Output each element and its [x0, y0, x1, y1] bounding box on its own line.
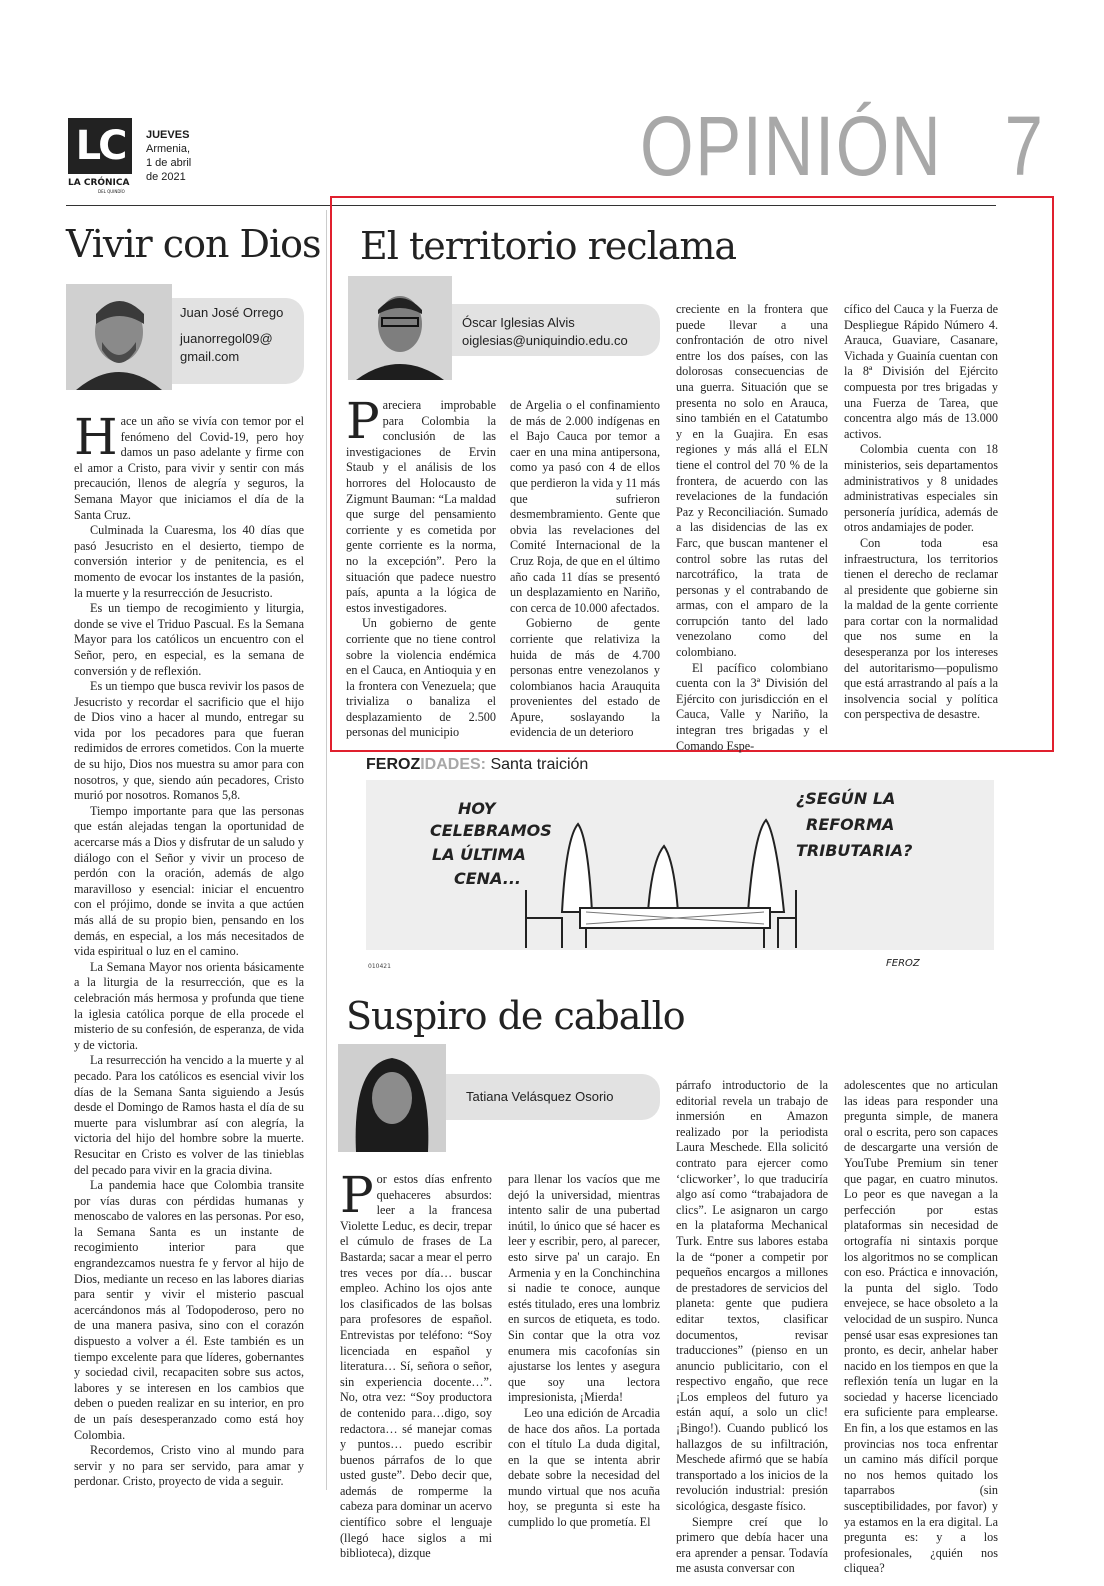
cartoon-title-part2: IDADES:	[420, 756, 486, 773]
article3-paragraph: adolescentes que no articulan las ideas para responder una pregunta simple, de manera oral o escrita, pero son capaces de descargarte una versión de YouTube Premium sin tener que pagar, en cuatro minutos. Lo peor es que navegan a la perfección por estas plataformas sin necesidad de ortografía ni sintaxis porque los algoritmos no se complican con eso. Práctica e innovación, la punta del siglo. Todo envejece, se hace obsoleto a la velocidad de un suspiro. Nunca pensé usar esas expresiones tan pronto, es decir, anhelar haber nacido en los tiempos en que la reflexión tenía un lugar en la sociedad y hacerse licenciado era suficiente para emplearse. En fin, a los que estamos en las provincias nos toca enfrentar un camino más difícil porque no nos hemos quitado los taparrabos (sin susceptibilidades, por favor) y ya estamos en la era digital. La pregunta es: y a los profesionales, ¿quién nos cliquea?	[844, 1078, 998, 1576]
article3-paragraph: para llenar los vacíos que me dejó la universidad, mientras intento salir de una pubertad inútil, lo único que sé hacer es leer y escribir, pero, al parecer, esto sirve pa' un carajo. En Armenia y en la Conchinchina si nadie te conoce, aunque estés titulado, eres una lombriz en surcos de etiqueta, es todo. Sin contar que la otra voz enumera mis cacofonías sin ajustarse los lentes y asegura que soy una lectora impresionista, ¡Mierda!	[508, 1172, 660, 1405]
article3-author-name: Tatiana Velásquez Osorio	[466, 1089, 614, 1104]
article1-paragraph: Tiempo importante para que las personas que están alejadas tengan la oportunidad de acercarse más a Dios y disfrutar de un saludo y diálogo con el Señor y vivir un proceso de perdón con la oración, además de algo maravilloso y esencial: iniciar el encuentro con el prójimo, donde se invita a que actúen más allá de su propio bien, pensando en los demás, en especial, a los más necesitados de vida espiritual o luz en el camino.	[74, 803, 304, 959]
article2-author-info	[462, 314, 628, 350]
article1-author-name: Juan José Orrego	[180, 305, 284, 320]
cartoon-bubble-left-line: CELEBRAMOS	[430, 821, 552, 840]
article2-paragraph: de Argelia o el confinamiento de más de 2.000 indígenas en el Bajo Cauca por temor a caer en una mina antipersona, como ya pasó con 4 de ellos que perdieron la vida y 11 más que sufrieron desmembramiento. Gente que obvia las revelaciones del Comité Internacional de la Cruz Roja, de que en el último año cada 11 días se presentó un desplazamiento en Nariño, con cerca de 10.000 afectados.	[510, 398, 660, 615]
article3-col2	[508, 1172, 660, 1530]
article1-author-photo	[66, 284, 172, 390]
article1-paragraph: Culminada la Cuaresma, los 40 días que pasó Jesucristo en el desierto, tiempo de conversión interior y de penitencia, es el momento de evocar los instantes de la pasión, la muerte y la resurrección de Jesucristo.	[74, 523, 304, 600]
article2-col4	[844, 302, 998, 724]
article1-body	[74, 408, 304, 1500]
article1-paragraph: Es un tiempo de recogimiento y liturgia, donde se vive el Triduo Pascual. Es la Semana Mayor para los católicos un encuentro con el Señor, pero, en especial, es la semana de conversión y de reflexión.	[74, 601, 304, 678]
article3-col1	[340, 1166, 492, 1561]
article2-paragraph: cífico del Cauca y la Fuerza de Despliegue Rápido Número 4. Arauca, Guaviare, Casanare, Vichada y Guainía cuentan con la 8ª División del Ejército compuesta por tres brigadas y una Fuerza de Tarea, que concentra algo más de 13.000 activos.	[844, 302, 998, 441]
article3-author-photo	[338, 1044, 446, 1152]
article2-col1	[346, 392, 496, 740]
cartoon-bubble-right-line: ¿SEGÚN LA	[796, 789, 896, 808]
newspaper-name: LA CRÓNICA	[68, 178, 130, 188]
article2-paragraph: creciente en la frontera que puede llevar a una confrontación de otro nivel entre los dos países, con las dolorosas consecuencias de una guerra. Situación que se presenta no solo en Arauca, sino también en el Catatumbo y en la Guajira. En esas regiones y más allá el ELN tiene el control del 70 % de la frontera, de acuerdo con las revelaciones de la fundación Paz y Reconciliación. Sumado a las disidencias de las ex Farc, que buscan mantener el control sobre las rutas del narcotráfico, la trata de personas y el contrabando de armas, con el amparo de la corrupción tanto del lado venezolano como del colombiano.	[676, 302, 828, 660]
cartoon-illustration	[366, 780, 994, 974]
column-divider	[326, 210, 327, 1490]
article2-paragraph: El pacífico colombiano cuenta con la 3ª División del Ejército con jurisdicción en el Cauca, Valle y Nariño, la integran tres brigadas y el Comando Espe-	[676, 660, 828, 753]
article1-paragraph: La pandemia hace que Colombia transite por vías duras con pérdidas humanas y menoscabo de valores en las personas. Por eso, la Semana Santa es un instante de recogimiento interior para que engrandezcamos nuestra fe y fervor al hijo de Dios, mediante un receso en las labores diarias para sentir y vivir el misterio pascual acercándonos más al Todopoderoso, pero no de una manera pasiva, sino con el corazón dispuesto a volver a él. Este también es un tiempo excelente para que líderes, gobernantes y sociedad civil, recapaciten sobre sus actos, labores y se interesen en los cambios que deben o pueden realizar en su interior, en pro de un país desesperanzado como está hoy Colombia.	[74, 1178, 304, 1442]
article2-title: El territorio reclama	[360, 224, 737, 268]
cartoon-bubble-left-line: LA ÚLTIMA	[432, 845, 526, 864]
article3-dropcap: P	[340, 1166, 374, 1224]
article2-author-photo	[348, 276, 452, 380]
article1-paragraph: La resurrección ha vencido a la muerte y al pecado. Para los católicos es esencial vivir los días de la Semana Santa siguiendo a Jesús desde el Domingo de Ramos hasta el día de su muerte para vislumbrar así con alegría, la victoria del hijo del hombre sobre la muerte. Resucitar en Cristo es volver de las tinieblas del pecado para vivir en la gracia divina.	[74, 1053, 304, 1177]
article2-paragraph: Gobierno de gente corriente que relativiza la huida de más de 4.700 personas entre venezolanos y colombianos hacia Arauquita provenientes del estado de Apure, soslayando la evidencia de un deterioro	[510, 616, 660, 740]
cartoon-bubble-left-line: CENA...	[454, 869, 521, 888]
page-number: 7	[1004, 99, 1045, 193]
article2-paragraph: Colombia cuenta con 18 ministerios, seis departamentos administrativos y 8 unidades administrativas especiales sin personería jurídica, además de otros andamiajes de poder.	[844, 442, 998, 535]
author-portrait-icon	[338, 1044, 446, 1152]
article3-col3	[676, 1078, 828, 1576]
section-name: OPINIÓN	[640, 99, 943, 193]
article2-author-name: Óscar Iglesias Alvis	[462, 315, 575, 330]
article2-email: oiglesias@uniquindio.edu.co	[462, 333, 628, 348]
edition-day: JUEVES	[146, 129, 190, 141]
section-header	[640, 98, 1045, 194]
article1-dropcap: H	[74, 408, 118, 466]
cartoonist-signature: FEROZ	[886, 958, 920, 969]
article3-paragraph: or estos días enfrento quehaceres absurdos: leer a la francesa Violette Leduc, es decir, trepar el cúmulo de frases de La Bastarda; sacar a mear el perro tres veces por día… buscar empleo. Achino los ojos ante los clasificados de las bolsas para profesores de español. Entrevistas por teléfono: “Soy licenciada en español y literatura… Sí, señora o señor, sin experiencia docente…”. No, otra vez: “Soy productora de contenido para…digo, soy redactora… sé manejar comas y puntos… puedo escribir buenos párrafos de lo que usted guste”. Debo decir que, además de romperme la cabeza para dominar un acervo científico sobre el lenguaje (llegó hace siglos a mi biblioteca), dizque	[340, 1172, 492, 1561]
cartoon-bubble-left-line: HOY	[458, 799, 496, 818]
article3-paragraph: párrafo introductorio de la editorial revela un trabajo de inmersión en Amazon realizado por la periodista Laura Meschede. Ella solicitó contrato para ejercer como ‘clicworker’, lo que traduciría algo así como “trabajadora de clics”. Le asignaron un cargo en la plataforma Mechanical Turk. Entre sus labores estaba la de “poner a competir por pequeños encargos a millones de prestadores de servicios del planeta: gente que pudiera editar textos, clasificar documentos, revisar traducciones” (pienso en un anuncio publicitario, con el respectivo engaño, que rece ¡Los empleos del futuro ya están aquí, a solo un clic! ¡Bingo!). Cuando publicó los hallazgos de su infiltración, Meschede afirmó que se había transportado a los inicios de la revolución industrial: presión sicológica, desgaste físico.	[676, 1078, 828, 1514]
article3-col4	[844, 1078, 998, 1576]
article1-paragraph: Es un tiempo que busca revivir los pasos de Jesucristo y recordar el sacrificio que el hijo de Dios vino a hacer al mundo, entregar su vida por los pecadores para que fueran redimidos de errores cometidos. Con la muerte de su hijo, Dios nos muestra su amor para con nosotros, y que, siendo aún pecadores, Cristo murió por nosotros. Romanos 5,8.	[74, 679, 304, 803]
article1-email-line1: juanorregol09@	[180, 331, 273, 346]
article2-paragraph: Un gobierno de gente corriente que no tiene control sobre la violencia endémica en el Cauca, en Antioquia y en la frontera con Venezuela; que trivializa o banaliza el desplazamiento de 2.500 personas del municipio	[346, 616, 496, 740]
article2-paragraph: Con toda esa infraestructura, los territorios tienen el derecho de reclamar al presidente que gobierne sin la maldad de la gente corriente para cortar con la normalidad que nos sume en la desesperanza por los intereses del autoritarismo—populismo que está arrastrando al país a la insolvencia social y política con perspectiva de desastre.	[844, 535, 998, 722]
cartoon-title-part3: Santa traición	[490, 756, 589, 773]
article2-dropcap: P	[346, 392, 380, 450]
cartoon-code: 010421	[368, 963, 391, 970]
article1-paragraph: La Semana Mayor nos orienta básicamente a la liturgia de la resurrección, que es la celebración más hermosa y profunda que tiene la iglesia católica porque de ella procede el misterio de su confesión, de esperanza, de vida y de victoria.	[74, 959, 304, 1052]
author-portrait-icon	[66, 284, 172, 390]
article3-paragraph: Siempre creí que lo primero que debía hacer una era aprender a pensar. Todavía me asusta conversar con	[676, 1514, 828, 1576]
article1-email-line2: gmail.com	[180, 349, 240, 364]
edition-date-line1: 1 de abril	[146, 157, 192, 169]
edition-city: Armenia,	[146, 143, 191, 155]
article2-col2	[510, 398, 660, 740]
author-portrait-icon	[348, 276, 452, 380]
article3-paragraph: Leo una edición de Arcadia de hace dos años. La portada con el título La duda digital, en la que se intenta abrir debate sobre la necesidad del mundo virtual que nos acuña hoy, se pregunta si este ha cumplido lo que prometía. El	[508, 1405, 660, 1530]
cartoon-title-part1: FEROZ	[366, 756, 421, 773]
edition-date	[146, 128, 191, 184]
article1-author-info	[180, 304, 283, 366]
cartoon-bubble-right-line: TRIBUTARIA?	[796, 841, 913, 860]
edition-date-line2: de 2021	[146, 171, 186, 183]
cartoon-bubble-right-line: REFORMA	[806, 815, 895, 834]
article1-title: Vivir con Dios	[66, 222, 321, 266]
newspaper-logo: LC	[68, 118, 132, 174]
article2-col3	[676, 302, 828, 753]
newspaper-subname: DEL QUINDÍO	[98, 189, 125, 194]
article3-title: Suspiro de caballo	[346, 994, 685, 1038]
cartoon-title	[366, 756, 588, 774]
article2-paragraph: areciera improbable para Colombia la conclusión de las investigaciones de Ervin Staub y el análisis de los horrores del Holocausto de Zigmunt Bauman: “La maldad que surge del pensamiento corriente y es cometida por gente corriente es la norma, no la excepción”. Pero la situación que padece nuestro país, apunta a la lógica de estos investigadores.	[346, 398, 496, 615]
article1-paragraph: Recordemos, Cristo vino al mundo para servir y no para ser servido, para amar y perdonar. Cristo, proyecto de vida a seguir.	[74, 1443, 304, 1489]
article1-paragraph: ace un año se vivía con temor por el fenómeno del Covid-19, pero hoy damos un paso adelante y firme con el amor a Cristo, para vivir y sentir con más precaución, llenos de alegría y seguros, la Semana Mayor que iniciamos el día de la Santa Cruz.	[74, 414, 304, 522]
